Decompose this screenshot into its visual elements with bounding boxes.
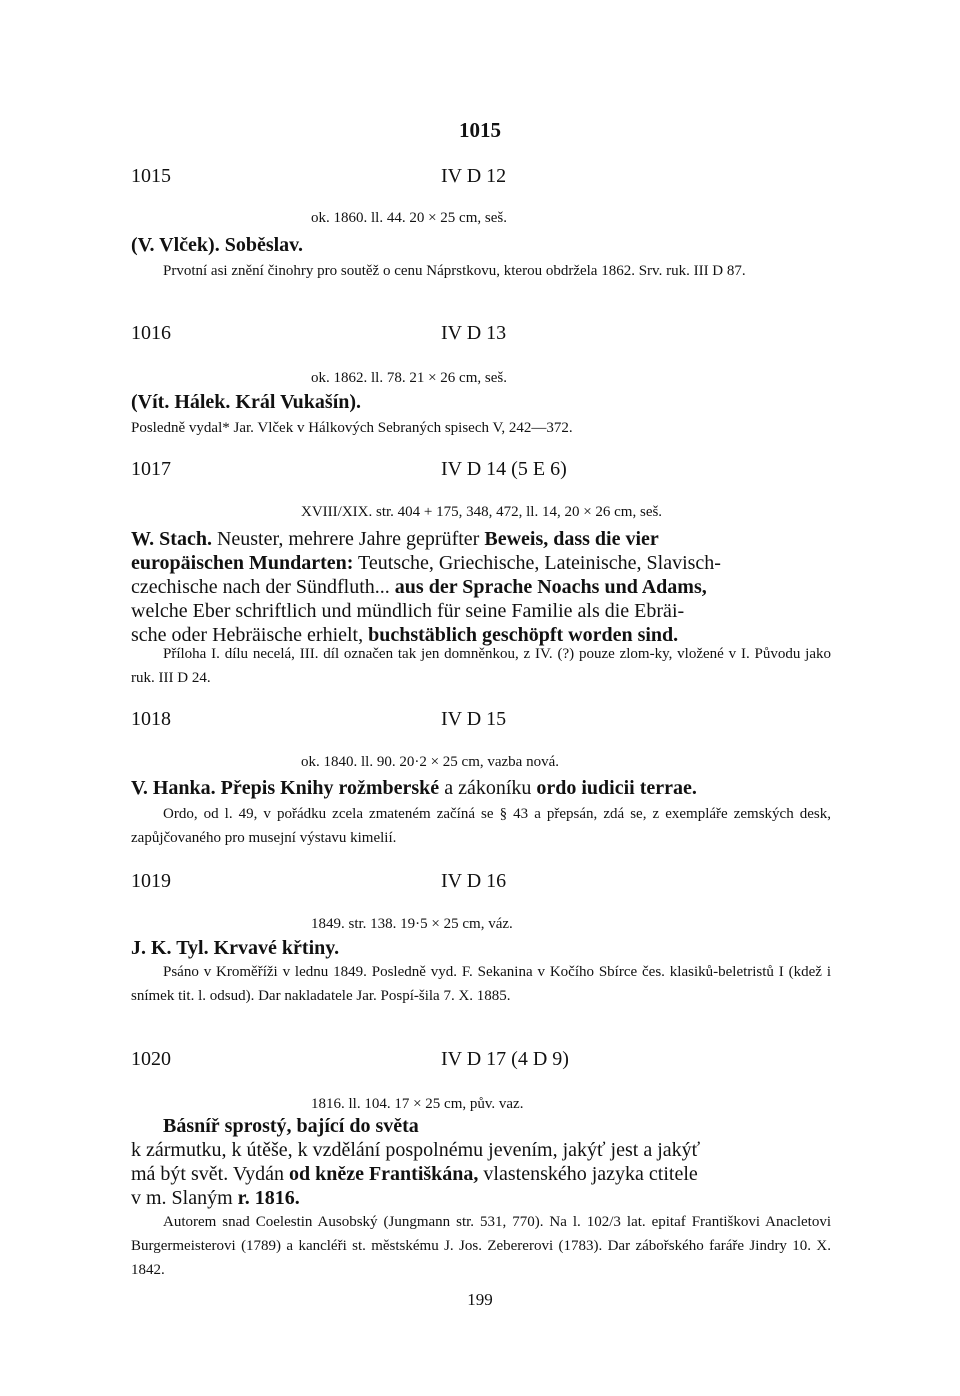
title-text: sche oder Hebräische erhielt,	[131, 624, 369, 646]
title-bold: od kněze Františkána,	[288, 1163, 479, 1185]
shelfmark: IV D 12	[441, 165, 507, 187]
physical-description: XVIII/XIX. str. 404 + 175, 348, 472, ll. 14, 20 × 26 cm, seš.	[301, 504, 663, 520]
note-text: Ordo, od l. 49, v pořádku zcela zmateném začíná se § 43 a přepsán, zdá se, z exempláře zemských desk, zapůjčovaného pro musejní výstavu kimelií.	[131, 806, 831, 846]
note-text: Posledně vydal* Jar. Vlček v Hálkových Sebraných spisech V, 242—372.	[131, 420, 573, 436]
title-bold: Básníř sprostý, bající do světa	[163, 1115, 419, 1137]
title-bold: europäischen Mundarten:	[131, 552, 354, 574]
physical-description: 1849. str. 138. 19·5 × 25 cm, váz.	[311, 916, 513, 932]
title-text: k zármutku, k útěše, k vzdělání pospolnému jevením, jakýť jest a jakýť	[131, 1139, 701, 1161]
physical-description: 1816. ll. 104. 17 × 25 cm, pův. vaz.	[311, 1096, 524, 1112]
entry-title	[131, 776, 831, 800]
title-text: má být svět. Vydán	[131, 1163, 289, 1185]
entry-note	[131, 960, 831, 1008]
shelfmark: IV D 16	[441, 870, 507, 892]
entry-number: 1016	[131, 322, 171, 344]
entry-note	[131, 416, 831, 440]
title-bold: W. Stach.	[131, 528, 212, 550]
physical-description: ok. 1860. ll. 44. 20 × 25 cm, seš.	[311, 210, 507, 226]
entry-number: 1020	[131, 1048, 171, 1070]
title-text: czechische nach der Sündfluth...	[131, 576, 390, 598]
shelfmark: IV D 17 (4 D 9)	[441, 1048, 569, 1070]
title-text: Teutsche, Griechische, Lateinische, Slavisch-	[353, 552, 721, 574]
title-text: a zákoníku	[439, 777, 537, 799]
physical-description: ok. 1862. ll. 78. 21 × 26 cm, seš.	[311, 370, 507, 386]
title-text: welche Eber schriftlich und mündlich für seine Familie als die Ebräi-	[131, 600, 685, 622]
title-text: Neuster, mehrere Jahre geprüfter	[211, 528, 485, 550]
entry-note	[131, 802, 831, 850]
physical-description: ok. 1840. ll. 90. 20·2 × 25 cm, vazba nová.	[301, 754, 559, 770]
entry-number: 1018	[131, 708, 171, 730]
title-text: J. K. Tyl. Krvavé křtiny.	[131, 937, 340, 959]
title-text: vlastenského jazyka ctitele	[478, 1163, 698, 1185]
title-bold: aus der Sprache Noachs und Adams,	[389, 576, 707, 598]
entry-number: 1019	[131, 870, 171, 892]
note-text: Příloha I. dílu necelá, III. díl označen tak jen domněnkou, z IV. (?) pouze zlom-ky, vložené v I. Původu jako ruk. III D 24.	[131, 646, 831, 686]
entry-note	[131, 642, 831, 690]
entry-title	[131, 936, 831, 960]
entry-title	[131, 527, 831, 647]
running-head: 1015	[459, 118, 501, 142]
shelfmark: IV D 15	[441, 708, 507, 730]
shelfmark: IV D 14 (5 E 6)	[441, 458, 567, 480]
note-text: Psáno v Kroměříži v lednu 1849. Posledně vyd. F. Sekanina v Kočího Sbírce čes. klasiků-beletristů I (kdež i snímek tit. l. odsud). Dar nakladatele Jar. Pospí-šila 7. X. 1885.	[131, 964, 831, 1004]
title-bold: r. 1816.	[237, 1187, 300, 1209]
title-bold: Beweis, dass die vier	[484, 528, 659, 550]
title-text: (Vít. Hálek. Král Vukašín).	[131, 391, 362, 413]
entry-note	[131, 259, 831, 283]
title-bold: V. Hanka. Přepis Knihy rožmberské	[131, 777, 440, 799]
title-text: (V. Vlček). Soběslav.	[131, 234, 304, 256]
entry-title	[131, 1114, 831, 1210]
title-bold: ordo iudicii terrae.	[536, 777, 697, 799]
entry-number: 1015	[131, 165, 171, 187]
note-text: Autorem snad Coelestin Ausobský (Jungmann str. 531, 770). Na l. 102/3 lat. epitaf Františkovi Anacletovi Burgermeisterovi (1789) a kancléři st. městskému J. Jos. Zebererovi (1783). Dar zábořského faráře Jindry 10. X. 1842.	[131, 1214, 831, 1278]
note-text: Prvotní asi znění činohry pro soutěž o cenu Náprstkovu, kterou obdržela 1862. Srv. ruk. III D 87.	[163, 263, 746, 279]
title-bold: buchstäblich geschöpft worden sind.	[368, 624, 679, 646]
title-text: v m. Slaným	[131, 1187, 238, 1209]
entry-title	[131, 233, 831, 257]
page-number: 199	[467, 1290, 493, 1309]
entry-number: 1017	[131, 458, 171, 480]
entry-note	[131, 1210, 831, 1282]
entry-title	[131, 390, 831, 414]
shelfmark: IV D 13	[441, 322, 507, 344]
